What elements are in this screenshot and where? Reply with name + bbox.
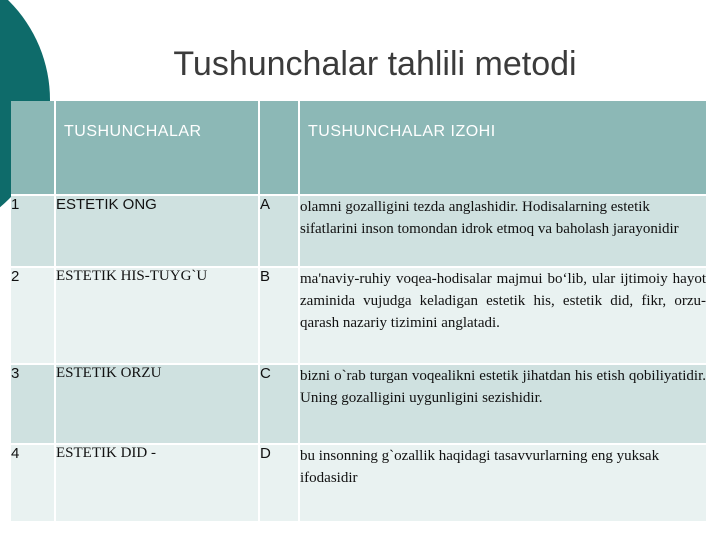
row-number: 1 — [11, 196, 56, 268]
table-row — [11, 365, 708, 445]
concept-description: bu insonning g`ozallik haqidagi tasavvurlarning eng yuksak ifodasidir — [300, 445, 708, 523]
concept-term: ESTETIK ORZU — [56, 365, 260, 445]
header-letter — [260, 101, 300, 196]
row-number: 2 — [11, 268, 56, 365]
concept-letter: D — [260, 445, 300, 523]
table-row — [11, 196, 708, 268]
table-row — [11, 268, 708, 365]
slide-title: Tushunchalar tahlili metodi — [173, 45, 577, 83]
row-number: 4 — [11, 445, 56, 523]
concept-description: ma'naviy-ruhiy voqea-hodisalar majmui bo‘lib, ular ijtimoiy hayot zaminida vujudga keladigan estetik his, estetik did, fikr, orzu-qarash nazariy tizimini anglatadi. — [300, 268, 708, 365]
table-header-row — [11, 101, 708, 196]
concept-term: ESTETIK HIS-TUYG`U — [56, 268, 260, 365]
row-number: 3 — [11, 365, 56, 445]
concept-term: ESTETIK ONG — [56, 196, 260, 268]
concept-description: olamni gozalligini tezda anglashidir. Hodisalarning estetik sifatlarini inson tomondan idrok etmoq va baholash jarayonidir — [300, 196, 708, 268]
concept-letter: A — [260, 196, 300, 268]
concepts-table — [11, 101, 708, 523]
header-number — [11, 101, 56, 196]
header-concepts: TUSHUNCHALAR — [56, 101, 260, 196]
concept-letter: B — [260, 268, 300, 365]
concept-term: ESTETIK DID - — [56, 445, 260, 523]
concept-description: bizni o`rab turgan voqealikni estetik jihatdan his etish qobiliyatidir. Uning gozalligini uygunligini sezishidir. — [300, 365, 708, 445]
table-row — [11, 445, 708, 523]
header-explanations: TUSHUNCHALAR IZOHI — [300, 101, 708, 196]
concept-letter: C — [260, 365, 300, 445]
